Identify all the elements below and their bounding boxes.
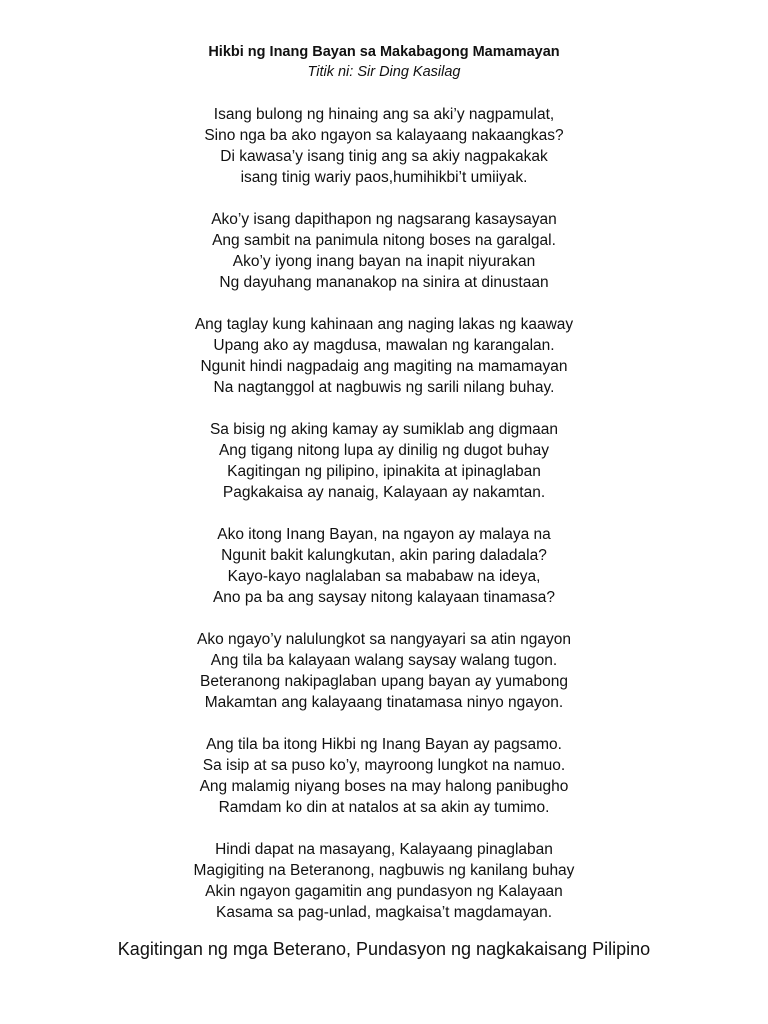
poem-line: Beteranong nakipaglaban upang bayan ay yumabong (200, 673, 568, 690)
poem-line: Ang taglay kung kahinaan ang naging lakas ng kaaway (194, 316, 574, 333)
poem-line: Ng dayuhang mananakop na sinira at dinustaan (219, 274, 549, 291)
poem-line: Kasama sa pag-unlad, magkaisa’t magdamayan. (215, 904, 553, 921)
stanza-8 (0, 839, 768, 923)
poem-line: Makamtan ang kalayaang tinatamasa ninyo ngayon. (204, 694, 564, 711)
stanza-7 (0, 734, 768, 818)
stanza-1 (0, 104, 768, 188)
poem-line: Upang ako ay magdusa, mawalan ng karangalan. (213, 337, 555, 354)
stanza-3 (0, 314, 768, 398)
poem-line: Di kawasa’y isang tinig ang sa akiy nagpakakak (220, 148, 548, 165)
poem-line: Kagitingan ng pilipino, ipinakita at ipinaglaban (227, 463, 541, 480)
poem-line: Akin ngayon gagamitin ang pundasyon ng Kalayaan (205, 883, 563, 900)
poem-header (0, 42, 768, 82)
poem-line: Ako’y iyong inang bayan na inapit niyurakan (232, 253, 536, 270)
stanza-5 (0, 524, 768, 608)
stanza-6 (0, 629, 768, 713)
poem-line: Magigiting na Beteranong, nagbuwis ng kanilang buhay (193, 862, 575, 879)
poem-line: Ngunit hindi nagpadaig ang magiting na mamamayan (200, 358, 568, 375)
poem-line: Ngunit bakit kalungkutan, akin paring daladala? (221, 547, 547, 564)
poem-body (0, 104, 768, 944)
poem-line: Ang sambit na panimula nitong boses na garalgal. (212, 232, 556, 249)
stanza-2 (0, 209, 768, 293)
poem-title: Hikbi ng Inang Bayan sa Makabagong Mamamayan (208, 44, 560, 60)
poem-line: Ramdam ko din at natalos at sa akin ay tumimo. (218, 799, 550, 816)
poem-line: Sino nga ba ako ngayon sa kalayaang nakaangkas? (204, 127, 564, 144)
poem-line: Ako itong Inang Bayan, na ngayon ay malaya na (217, 526, 551, 543)
poem-line: Sa isip at sa puso ko’y, mayroong lungkot na namuo. (202, 757, 566, 774)
poem-author: Titik ni: Sir Ding Kasilag (307, 64, 461, 80)
poem-line: Ano pa ba ang saysay nitong kalayaan tinamasa? (212, 589, 556, 606)
poem-line: Ako ngayo’y nalulungkot sa nangyayari sa atin ngayon (197, 631, 571, 648)
poem-line: Hindi dapat na masayang, Kalayaang pinaglaban (215, 841, 553, 858)
poem-line: Ako’y isang dapithapon ng nagsarang kasaysayan (211, 211, 557, 228)
poem-line: Ang malamig niyang boses na may halong panibugho (199, 778, 569, 795)
poem-line: Isang bulong ng hinaing ang sa aki’y nagpamulat, (213, 106, 555, 123)
poem-line: Sa bisig ng aking kamay ay sumiklab ang digmaan (209, 421, 559, 438)
poem-line: Ang tila ba itong Hikbi ng Inang Bayan ay pagsamo. (206, 736, 562, 753)
poem-line: Na nagtanggol at nagbuwis ng sarili nilang buhay. (213, 379, 555, 396)
stanza-4 (0, 419, 768, 503)
poem-line: Ang tila ba kalayaan walang saysay walang tugon. (210, 652, 558, 669)
footer-tagline: Kagitingan ng mga Beterano, Pundasyon ng nagkakaisang Pilipino (117, 939, 651, 959)
poem-line: Pagkakaisa ay nanaig, Kalayaan ay nakamtan. (222, 484, 546, 501)
poem-line: Kayo-kayo naglalaban sa mababaw na ideya, (227, 568, 541, 585)
poem-line: isang tinig wariy paos,humihikbi’t umiiyak. (240, 169, 528, 186)
poem-line: Ang tigang nitong lupa ay dinilig ng dugot buhay (218, 442, 550, 459)
